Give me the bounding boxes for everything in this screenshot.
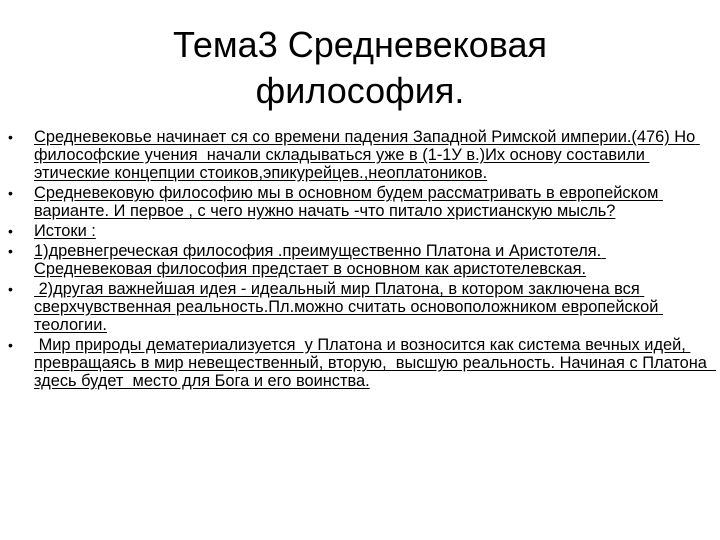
bullet-marker: •: [8, 281, 13, 297]
bullet-marker: •: [8, 337, 13, 353]
bullet-marker: •: [8, 223, 13, 239]
slide-title: [90, 22, 630, 114]
bullet-item: [8, 184, 708, 220]
bullet-text: Мир природы дематериализуется у Платона и возносится как система вечных идей, превращаясь в мир невещественный, вторую, высшую реальность. Начиная с Платона здесь будет место для Бога и его воинства.: [34, 336, 717, 390]
bullet-text: Средневековую философию мы в основном будем рассматривать в европейском варианте. И первое , с чего нужно начать -что питало христианскую мысль?: [34, 184, 663, 220]
bullet-text: 2)другая важнейшая идея - идеальный мир Платона, в котором заключена вся сверхчувственная реальность.Пл.можно считать основоположником европейской теологии.: [34, 280, 663, 334]
bullet-marker: •: [8, 129, 13, 145]
slide-title-line-2: философия.: [255, 70, 465, 111]
bullet-text: 1)древнегреческая философия .преимущественно Платона и Аристотеля. Средневековая философия предстает в основном как аристотелевская.: [34, 242, 606, 278]
slide-title-line-1: Тема3 Средневековая: [172, 24, 548, 65]
bullet-text: Средневековье начинает ся со времени падения Западной Римской империи.(476) Но философские учения начали складываться уже в (1-1У в.)Их основу составили этические концепции стоиков,эпикурейцев.,неоплатоников.: [34, 128, 700, 182]
bullet-item: [8, 336, 717, 390]
bullet-item: [8, 242, 708, 278]
bullet-text: Истоки :: [34, 222, 96, 240]
bullet-marker: •: [8, 185, 13, 201]
bullet-list: [8, 128, 717, 392]
bullet-marker: •: [8, 243, 13, 259]
bullet-item: [8, 280, 708, 334]
bullet-item: [8, 128, 708, 182]
bullet-item: [8, 222, 708, 240]
